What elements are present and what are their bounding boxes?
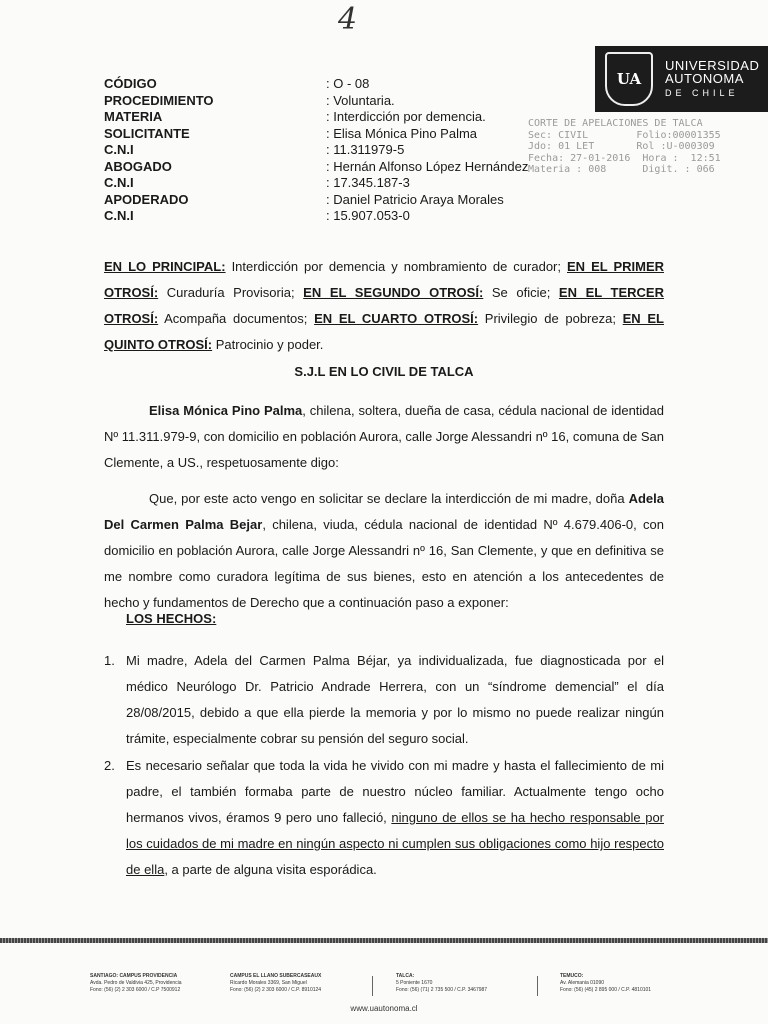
summary-text: Patrocinio y poder. bbox=[212, 337, 324, 352]
summary-heading: EN EL CUARTO OTROSÍ: bbox=[314, 311, 479, 326]
court-receipt-stamp bbox=[528, 118, 721, 176]
summary-text: Se oficie; bbox=[483, 285, 559, 300]
stamp-line: Fecha: 27-01-2016 Hora : 12:51 bbox=[528, 152, 721, 164]
footer-title: CAMPUS EL LLANO SUBERCASEAUX bbox=[230, 973, 322, 979]
footer-line: Fono: (56) (45) 2 895 000 / C.P. 4810101 bbox=[560, 987, 652, 993]
footer-line: Fono: (56) (2) 2 303 6000 / C.P 7500912 bbox=[90, 987, 181, 993]
item-number: 2. bbox=[104, 758, 115, 773]
field-value: : Voluntaria. bbox=[326, 92, 395, 108]
logo-line-3: DE CHILE bbox=[665, 87, 739, 98]
field-value: : Interdicción por demencia. bbox=[326, 109, 486, 124]
summary-text: Acompaña documentos; bbox=[158, 311, 315, 326]
university-logo bbox=[595, 46, 768, 112]
logo-line-1: UNIVERSIDAD bbox=[665, 57, 760, 73]
footer-line: Av. Alemania 01090 bbox=[560, 980, 605, 986]
footer-line: Ricardo Morales 3369, San Miguel bbox=[230, 980, 307, 986]
item-number: 1. bbox=[104, 653, 115, 668]
field-value: : Elisa Mónica Pino Palma bbox=[326, 125, 478, 141]
field-value: : O - 08 bbox=[326, 76, 370, 91]
item-text: Es necesario señalar que toda la vida he vivido con mi madre y hasta el fallecimiento de mi padre, el también formaba parte de nuestro núcleo familiar. Actualmente tengo ocho hermanos vivos, éramos 9 pero uno falleció, bbox=[126, 758, 664, 825]
shield-icon: UA bbox=[605, 52, 653, 106]
summary-text: Interdicción por demencia y nombramiento de curador; bbox=[225, 259, 567, 274]
petitioner-paragraph bbox=[104, 398, 664, 476]
summary-text: Curaduría Provisoria; bbox=[158, 285, 304, 300]
field-value: : 11.311979-5 bbox=[326, 142, 405, 157]
field-value: : Daniel Patricio Araya Morales bbox=[326, 191, 504, 207]
footer-campus-llano bbox=[230, 973, 321, 994]
request-paragraph bbox=[104, 486, 664, 616]
footer-separator bbox=[372, 976, 373, 996]
field-label: PROCEDIMIENTO bbox=[104, 92, 214, 108]
field-label: C.N.I bbox=[104, 208, 134, 223]
field-label: SOLICITANTE bbox=[104, 125, 190, 141]
field-label: MATERIA bbox=[104, 109, 163, 124]
paragraph-text: Que, por este acto vengo en solicitar se declare la interdicción de mi madre, doña bbox=[149, 491, 629, 506]
field-label: APODERADO bbox=[104, 191, 189, 207]
list-item bbox=[104, 753, 664, 883]
facts-heading: LOS HECHOS: bbox=[126, 611, 217, 626]
summary-text: Privilegio de pobreza; bbox=[478, 311, 623, 326]
paragraph-text: , chilena, soltera, dueña de casa, cédula nacional de identidad Nº 11.311.979-9, con domicilio en población Aurora, calle Jorge Alessandri nº 16, comuna de San Clemente, a US., respetuosamente digo: bbox=[104, 403, 664, 470]
stamp-line: Materia : 008 Digit. : 066 bbox=[528, 164, 715, 175]
summary-heading: EN EL PRIMER OTROSÍ: bbox=[104, 259, 665, 300]
field-label: CÓDIGO bbox=[104, 76, 157, 91]
university-name bbox=[665, 59, 759, 100]
scan-border bbox=[0, 938, 768, 943]
stamp-line: Sec: CIVIL Folio:00001355 bbox=[528, 129, 721, 141]
footer-separator bbox=[537, 976, 538, 996]
field-label: C.N.I bbox=[104, 175, 134, 190]
footer-title: TEMUCO: bbox=[560, 973, 584, 979]
summary-heading: EN LO PRINCIPAL: bbox=[104, 259, 226, 274]
footer-line: Avda. Pedro de Valdivia 425, Providencia bbox=[90, 980, 182, 986]
field-value: : Hernán Alfonso López Hernández bbox=[326, 158, 529, 174]
footer-line: 5 Poniente 1670 bbox=[396, 980, 433, 986]
item-underlined-text: ninguno de ellos se ha hecho responsable por los cuidados de mi madre en ningún aspecto ni cumplen sus obligaciones como hijo respecto de ella bbox=[126, 810, 664, 877]
field-label: C.N.I bbox=[104, 142, 134, 157]
field-label: ABOGADO bbox=[104, 158, 172, 174]
logo-line-2: AUTONOMA bbox=[665, 70, 744, 86]
footer-website-link[interactable]: www.uautonoma.cl bbox=[350, 1004, 418, 1013]
list-item bbox=[104, 648, 664, 752]
summary-heading: EN EL SEGUNDO OTROSÍ: bbox=[303, 285, 484, 300]
paragraph-text: , chilena, viuda, cédula nacional de identidad Nº 4.679.406-0, con domicilio en población Aurora, calle Jorge Alessandri nº 16, San Clemente, y que en definitiva se me nombre como curadora legítima de sus bienes, esto en atención a los antecedentes de hecho y fundamentos de Derecho que a continuación paso a exponer: bbox=[104, 517, 665, 610]
footer-campus-providencia bbox=[90, 973, 182, 994]
footer-line: Fono: (56) (2) 2 303 6000 / C.P. 8910124 bbox=[230, 987, 322, 993]
summary-heading: EN EL TERCER OTROSÍ: bbox=[104, 285, 664, 326]
footer-temuco bbox=[560, 973, 651, 994]
petitioner-name: Elisa Mónica Pino Palma bbox=[149, 403, 303, 418]
item-text: Mi madre, Adela del Carmen Palma Béjar, ya individualizada, fue diagnosticada por el médico Neurólogo Dr. Patricio Andrade Herrera, con un “síndrome demencial” el día 28/08/2015, debido a que ella pierde la memoria y por lo mismo no puede realizar ningún trámite, especialmente cobrar su pensión del seguro social. bbox=[126, 653, 664, 746]
footer-talca bbox=[396, 973, 487, 994]
court-addressee: S.J.L EN LO CIVIL DE TALCA bbox=[294, 364, 474, 379]
footer-title: SANTIAGO: CAMPUS PROVIDENCIA bbox=[90, 973, 178, 979]
stamp-line: CORTE DE APELACIONES DE TALCA bbox=[528, 118, 703, 129]
field-value: : 15.907.053-0 bbox=[326, 208, 410, 223]
mother-name: Adela Del Carmen Palma Bejar bbox=[104, 491, 664, 532]
footer-title: TALCA: bbox=[396, 973, 415, 979]
stamp-line: Jdo: 01 LET Rol :U-000309 bbox=[528, 141, 715, 152]
footer-line: Fono: (56) (71) 2 735 500 / C.P. 3467987 bbox=[396, 987, 488, 993]
field-value: : 17.345.187-3 bbox=[326, 175, 410, 190]
petition-summary bbox=[104, 254, 664, 358]
summary-heading: EN EL QUINTO OTROSÍ: bbox=[104, 311, 664, 352]
item-text: , a parte de alguna visita esporádica. bbox=[164, 862, 377, 877]
facts-list bbox=[104, 648, 664, 884]
handwritten-page-number: 4 bbox=[338, 2, 358, 37]
